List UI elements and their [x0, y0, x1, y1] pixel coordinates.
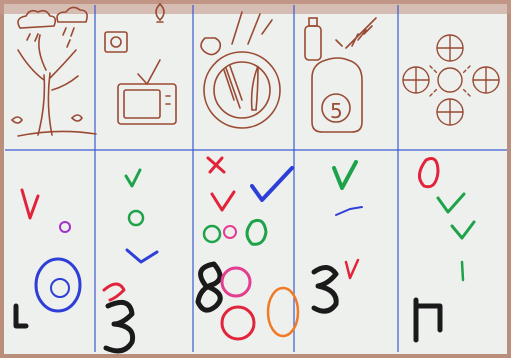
bin-number: 5	[330, 99, 343, 123]
paper-sheet	[4, 4, 507, 354]
